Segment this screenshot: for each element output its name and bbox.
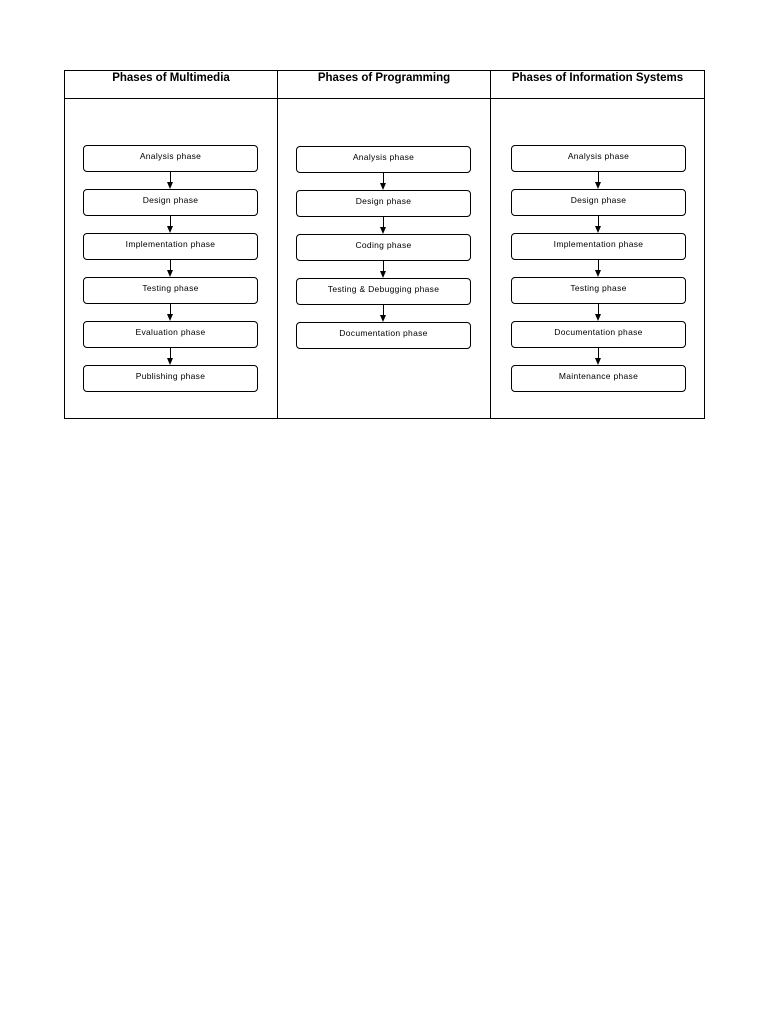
arrow-head-icon [380,227,386,234]
programming-flow-cell [278,99,491,419]
flow-arrow [83,172,258,189]
phase-box: Design phase [511,189,686,216]
arrow-head-icon [380,315,386,322]
column-header-multimedia [65,71,278,99]
table-body-row [65,99,705,419]
arrow-head-icon [595,270,601,277]
arrow-head-icon [167,226,173,233]
programming-flowchart [296,146,471,349]
phase-box: Testing & Debugging phase [296,278,471,305]
phase-box: Analysis phase [511,145,686,172]
flow-arrow [511,260,686,277]
flow-arrow [511,172,686,189]
flow-arrow [296,305,471,322]
flow-arrow [296,217,471,234]
information-systems-flow-cell [491,99,705,419]
phase-box: Evaluation phase [83,321,258,348]
multimedia-flow-cell [65,99,278,419]
phase-box: Testing phase [83,277,258,304]
arrow-head-icon [380,183,386,190]
flow-arrow [511,348,686,365]
phase-box: Design phase [83,189,258,216]
flow-arrow [83,304,258,321]
phase-box: Analysis phase [296,146,471,173]
phase-box: Documentation phase [296,322,471,349]
phases-comparison-table [64,70,705,419]
arrow-head-icon [380,271,386,278]
column-header-label: Phases of Programming [317,72,451,84]
phase-box: Publishing phase [83,365,258,392]
column-header-programming [278,71,491,99]
arrow-head-icon [595,314,601,321]
phase-box: Coding phase [296,234,471,261]
phase-box: Implementation phase [83,233,258,260]
arrow-head-icon [595,226,601,233]
phase-box: Analysis phase [83,145,258,172]
phase-box: Design phase [296,190,471,217]
flow-arrow [83,348,258,365]
table-header-row [65,71,705,99]
phase-box: Testing phase [511,277,686,304]
column-header-information-systems [491,71,705,99]
flow-arrow [296,261,471,278]
arrow-head-icon [167,270,173,277]
column-header-label: Phases of Multimedia [112,72,230,84]
flow-arrow [511,304,686,321]
column-header-label: Phases of Information Systems [511,72,684,84]
phase-box: Implementation phase [511,233,686,260]
multimedia-flowchart [83,145,258,392]
flow-arrow [83,216,258,233]
flow-arrow [511,216,686,233]
arrow-head-icon [167,358,173,365]
flow-arrow [83,260,258,277]
flow-arrow [296,173,471,190]
arrow-head-icon [167,314,173,321]
phase-box: Documentation phase [511,321,686,348]
information-systems-flowchart [511,145,686,392]
arrow-head-icon [595,182,601,189]
arrow-head-icon [167,182,173,189]
arrow-head-icon [595,358,601,365]
phase-box: Maintenance phase [511,365,686,392]
